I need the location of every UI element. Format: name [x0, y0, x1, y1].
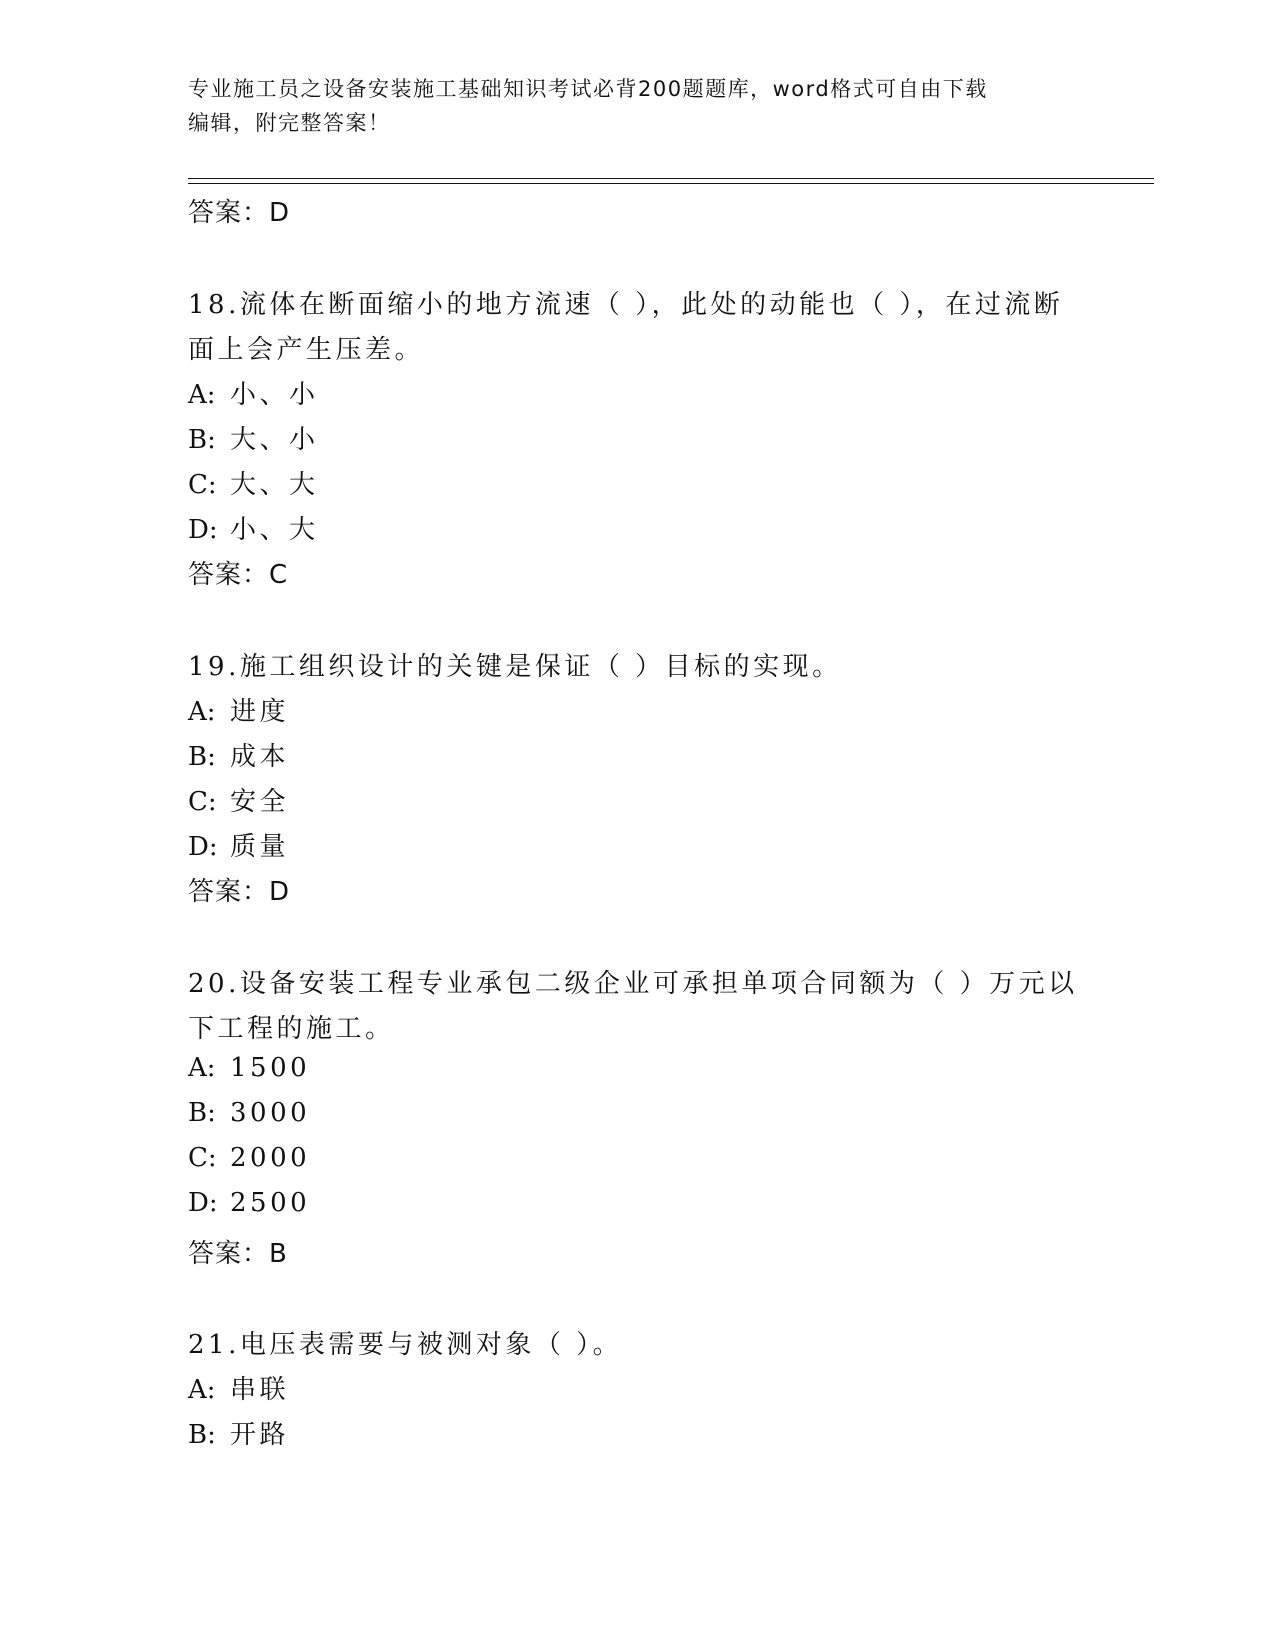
header-divider-bottom — [188, 183, 1154, 184]
question-19-option-d — [188, 826, 289, 863]
option-text: 质量 — [230, 832, 290, 862]
option-key: B: — [188, 742, 216, 772]
header-line-2: 编辑，附完整答案！ — [188, 111, 391, 135]
option-text: 进度 — [230, 697, 290, 727]
option-key: C: — [188, 1143, 217, 1173]
question-20-option-c — [188, 1143, 310, 1173]
question-19-answer: 答案：D — [188, 877, 291, 907]
question-19-option-a — [188, 691, 289, 728]
question-18-option-a — [188, 374, 319, 411]
question-20-answer: 答案：B — [188, 1239, 288, 1269]
option-key: D: — [188, 515, 218, 545]
option-text: 3000 — [230, 1098, 311, 1128]
previous-answer: 答案：D — [188, 198, 291, 228]
option-text: 大、小 — [230, 425, 319, 455]
option-key: D: — [188, 832, 218, 862]
header-divider-top — [188, 178, 1154, 179]
option-key: C: — [188, 470, 217, 500]
option-text: 开路 — [230, 1420, 290, 1450]
option-text: 安全 — [230, 787, 290, 817]
option-text: 1500 — [230, 1053, 311, 1083]
question-18-stem-line-2: 面上会产生压差。 — [188, 335, 425, 365]
option-text: 小、小 — [230, 380, 319, 410]
option-key: D: — [188, 1188, 218, 1218]
option-text: 成本 — [230, 742, 290, 772]
option-key: B: — [188, 1098, 216, 1128]
question-20-stem-line-2: 下工程的施工。 — [188, 1014, 395, 1044]
question-20-option-a — [188, 1053, 310, 1083]
option-key: A: — [188, 1053, 216, 1083]
question-20-option-b — [188, 1098, 310, 1128]
option-key: A: — [188, 380, 216, 410]
question-19-stem-line-1: 19.施工组织设计的关键是保证（ ）目标的实现。 — [188, 652, 842, 682]
question-18-answer: 答案：C — [188, 560, 289, 590]
question-18-stem-line-1: 18.流体在断面缩小的地方流速（ ），此处的动能也（ ），在过流断 — [188, 290, 1064, 320]
question-18-option-d — [188, 509, 319, 546]
option-key: A: — [188, 1375, 216, 1405]
option-text: 2500 — [230, 1188, 311, 1218]
option-text: 2000 — [230, 1143, 311, 1173]
question-20-stem-line-1: 20.设备安装工程专业承包二级企业可承担单项合同额为（ ）万元以 — [188, 969, 1078, 999]
question-18-option-b — [188, 419, 319, 456]
question-21-stem-line-1: 21.电压表需要与被测对象（ ）。 — [188, 1330, 623, 1360]
option-text: 串联 — [230, 1375, 290, 1405]
document-header — [188, 72, 1068, 140]
question-18-option-c — [188, 464, 319, 501]
question-19-option-b — [188, 736, 289, 773]
option-key: B: — [188, 1420, 216, 1450]
question-19-option-c — [188, 781, 289, 818]
option-key: B: — [188, 425, 216, 455]
question-20-option-d — [188, 1188, 310, 1218]
question-21-option-a — [188, 1369, 289, 1406]
option-text: 小、大 — [230, 515, 319, 545]
header-line-1: 专业施工员之设备安装施工基础知识考试必背200题题库，word格式可自由下载 — [188, 77, 988, 101]
option-key: C: — [188, 787, 217, 817]
option-text: 大、大 — [230, 470, 319, 500]
question-21-option-b — [188, 1414, 289, 1451]
option-key: A: — [188, 697, 216, 727]
